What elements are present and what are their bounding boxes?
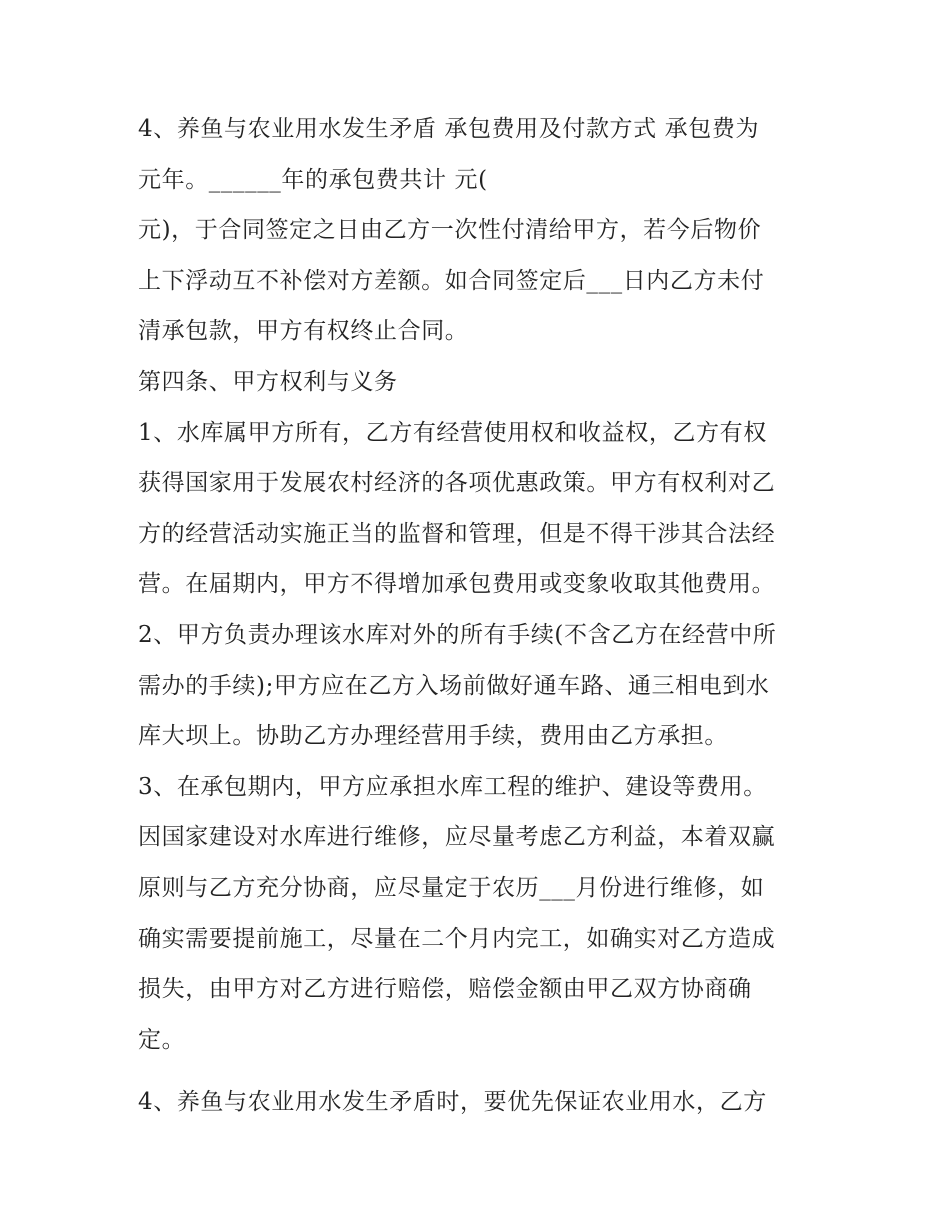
text-line: 2、甲方负责办理该水库对外的所有手续(不含乙方在经营中所 [138,621,777,648]
text-line: 损失，由甲方对乙方进行赔偿，赔偿金额由甲乙双方协商确 [138,976,752,1003]
text-line: 因国家建设对水库进行维修，应尽量考虑乙方利益，本着双赢 [138,824,776,851]
text-line: 4、养鱼与农业用水发生矛盾时，要优先保证农业用水，乙方 [138,1089,767,1116]
text-line: 定。 [138,1026,186,1053]
text-line: 需办的手续);甲方应在乙方入场前做好通车路、通三相电到水 [138,672,770,699]
text-line: 库大坝上。协助乙方办理经营用手续，费用由乙方承担。 [138,723,728,750]
text-line: 清承包款，甲方有权终止合同。 [138,318,469,345]
text-line: 确实需要提前施工，尽量在二个月内完工，如确实对乙方造成 [138,925,776,952]
text-line: 元)，于合同签定之日由乙方一次性付清给甲方，若今后物价 [138,217,762,244]
text-line: 方的经营活动实施正当的监督和管理，但是不得干涉其合法经 [138,520,776,547]
document-body [138,104,828,1128]
text-line: 1、水库属甲方所有，乙方有经营使用权和收益权，乙方有权 [138,419,767,446]
text-line: 4、养鱼与农业用水发生矛盾 承包费用及付款方式 承包费为 [138,116,760,142]
section-heading: 第四条、甲方权利与义务 [138,368,398,395]
text-line: 营。在届期内，甲方不得增加承包费用或变象收取其他费用。 [138,571,776,598]
text-line: 原则与乙方充分协商，应尽量定于农历___月份进行维修，如 [138,874,765,901]
text-line: 获得国家用于发展农村经济的各项优惠政策。甲方有权利对乙 [138,470,776,497]
text-line: 元年。______年的承包费共计 元( [138,166,488,193]
text-line: 上下浮动互不补偿对方差额。如合同签定后___日内乙方未付 [138,267,765,294]
text-line: 3、在承包期内，甲方应承担水库工程的维护、建设等费用。 [138,773,767,800]
